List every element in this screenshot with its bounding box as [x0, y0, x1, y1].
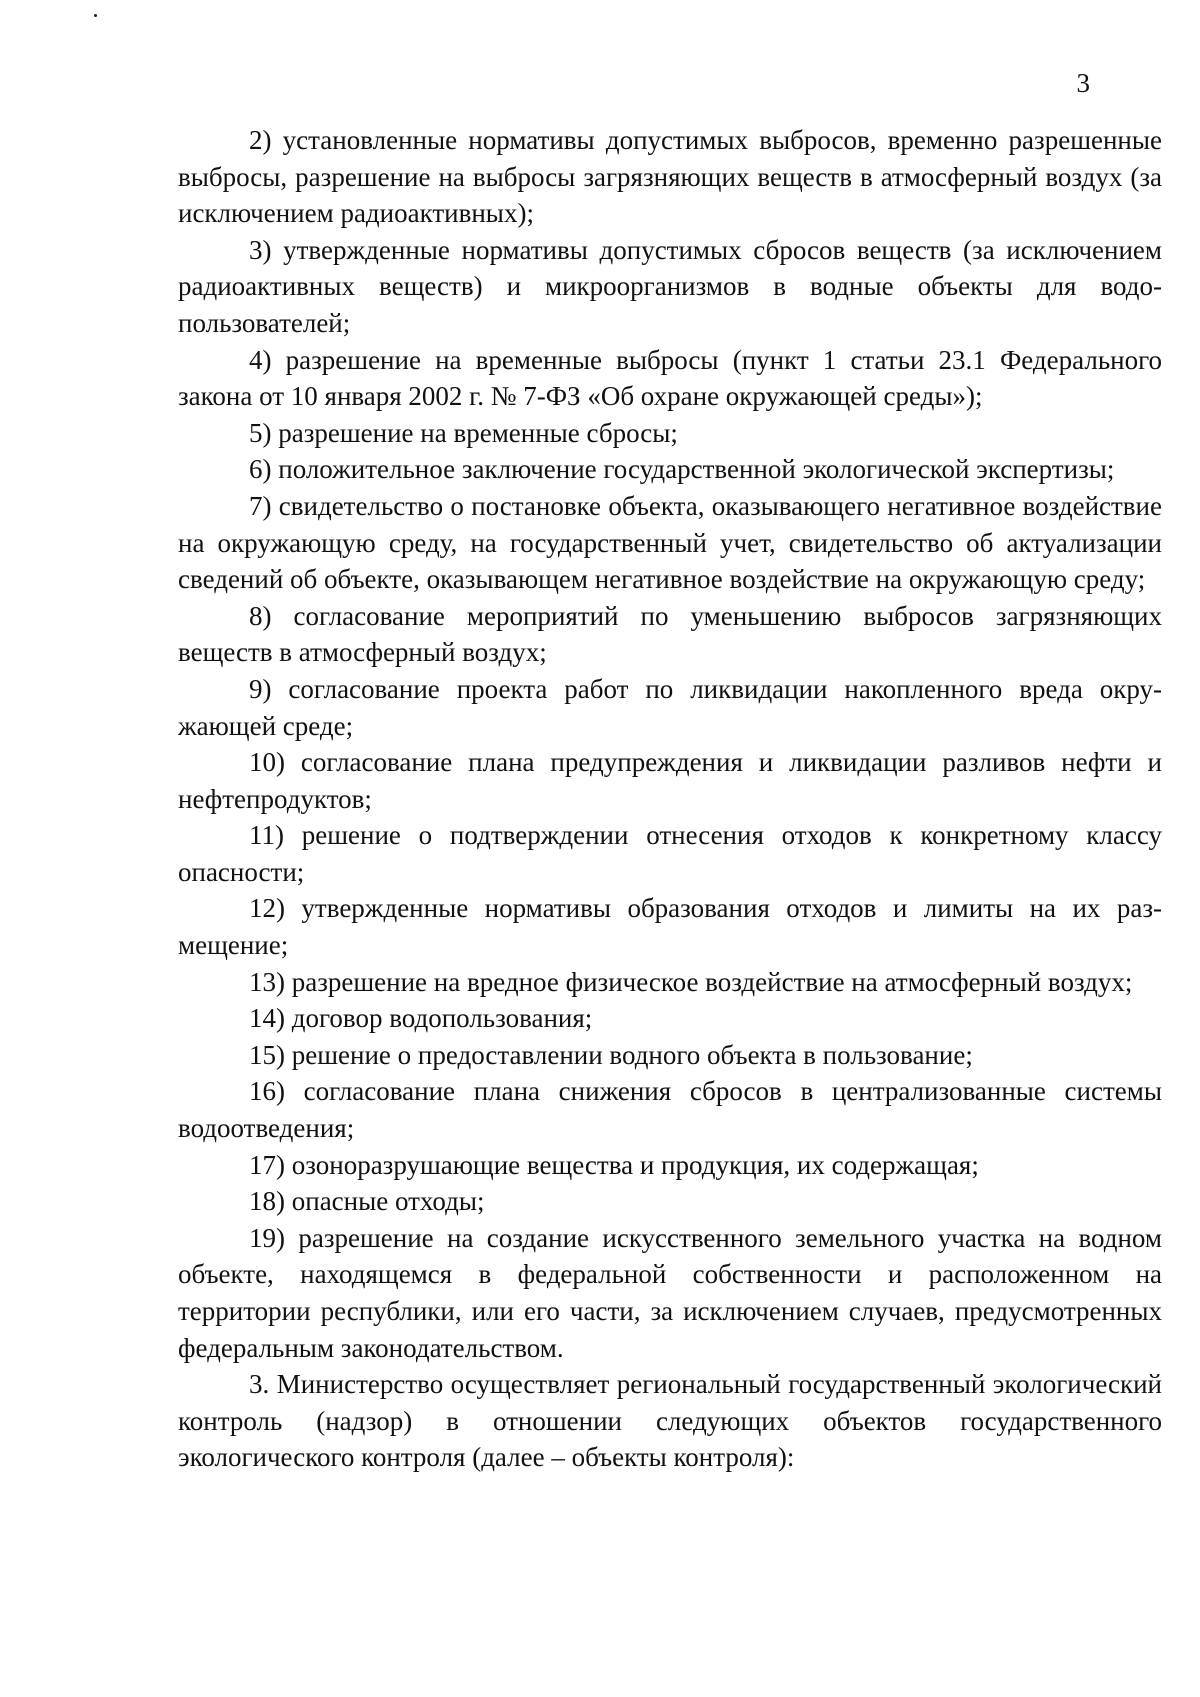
list-item: 7) свидетельство о постановке объекта, оказывающего негативное воздействие на окружающую среду, на государственный учет, свидетельство об актуализации сведений об объекте, оказывающем негативное воздействие на окружающую среду;: [178, 490, 1162, 595]
list-item: 14) договор водопользования;: [249, 1003, 593, 1034]
list-item: 17) озоноразрушающие вещества и продукция, их содержащая;: [249, 1149, 979, 1180]
list-item: 19) разрешение на создание искусственного земельного участка на водном объекте, находящемся в федеральной собственности и расположенном на территории республики, или его части, за исключением случаев, предусмотренных федеральным законодательством.: [178, 1222, 1162, 1363]
list-item: 6) положительное заключение государственной экологической экспертизы;: [249, 454, 1115, 485]
list-item: 16) согласование плана снижения сбросов в централизованные системы водоотведения;: [178, 1076, 1162, 1144]
scan-speck: [94, 14, 97, 17]
document-body: [178, 122, 1162, 1476]
list-item: 9) согласование проекта работ по ликвидации накопленного вреда окружающей среде;: [178, 673, 1162, 741]
list-item: 5) разрешение на временные сбросы;: [249, 417, 678, 448]
list-item: 15) решение о предоставлении водного объекта в пользование;: [249, 1039, 973, 1070]
list-item: 10) согласование плана предупреждения и ликвидации разливов нефти и нефтепродуктов;: [178, 747, 1162, 814]
list-item: 13) разрешение на вредное физическое воздействие на атмосферный воздух;: [249, 966, 1133, 997]
section-paragraph: 3. Министерство осуществляет региональный государственный экологический контроль (надзор) в отношении следующих объектов государственного экологического контроля (далее – объекты контроля):: [178, 1369, 1162, 1473]
list-item: 3) утвержденные нормативы допустимых сбросов веществ (за исключением радиоактивных веществ) и микроорганизмов в водные объекты для водопользователей;: [178, 234, 1162, 338]
list-item: 8) согласование мероприятий по уменьшению выбросов загрязняющих веществ в атмосферный воздух;: [178, 600, 1162, 668]
list-item: 2) установленные нормативы допустимых выбросов, временно разрешенные выбросы, разрешение на выбросы загрязняющих веществ в атмосферный воздух (за исключением радиоактивных);: [178, 125, 1162, 229]
page-number: 3: [1076, 68, 1090, 98]
list-item: 4) разрешение на временные выбросы (пункт 1 статьи 23.1 Федерального закона от 10 января 2002 г. № 7-ФЗ «Об охране окружающей среды»);: [178, 344, 1162, 412]
list-item: 12) утвержденные нормативы образования отходов и лимиты на их размещение;: [178, 893, 1162, 961]
list-item: 11) решение о подтверждении отнесения отходов к конкретному классу опасности;: [178, 820, 1162, 887]
list-item: 18) опасные отходы;: [249, 1186, 485, 1217]
